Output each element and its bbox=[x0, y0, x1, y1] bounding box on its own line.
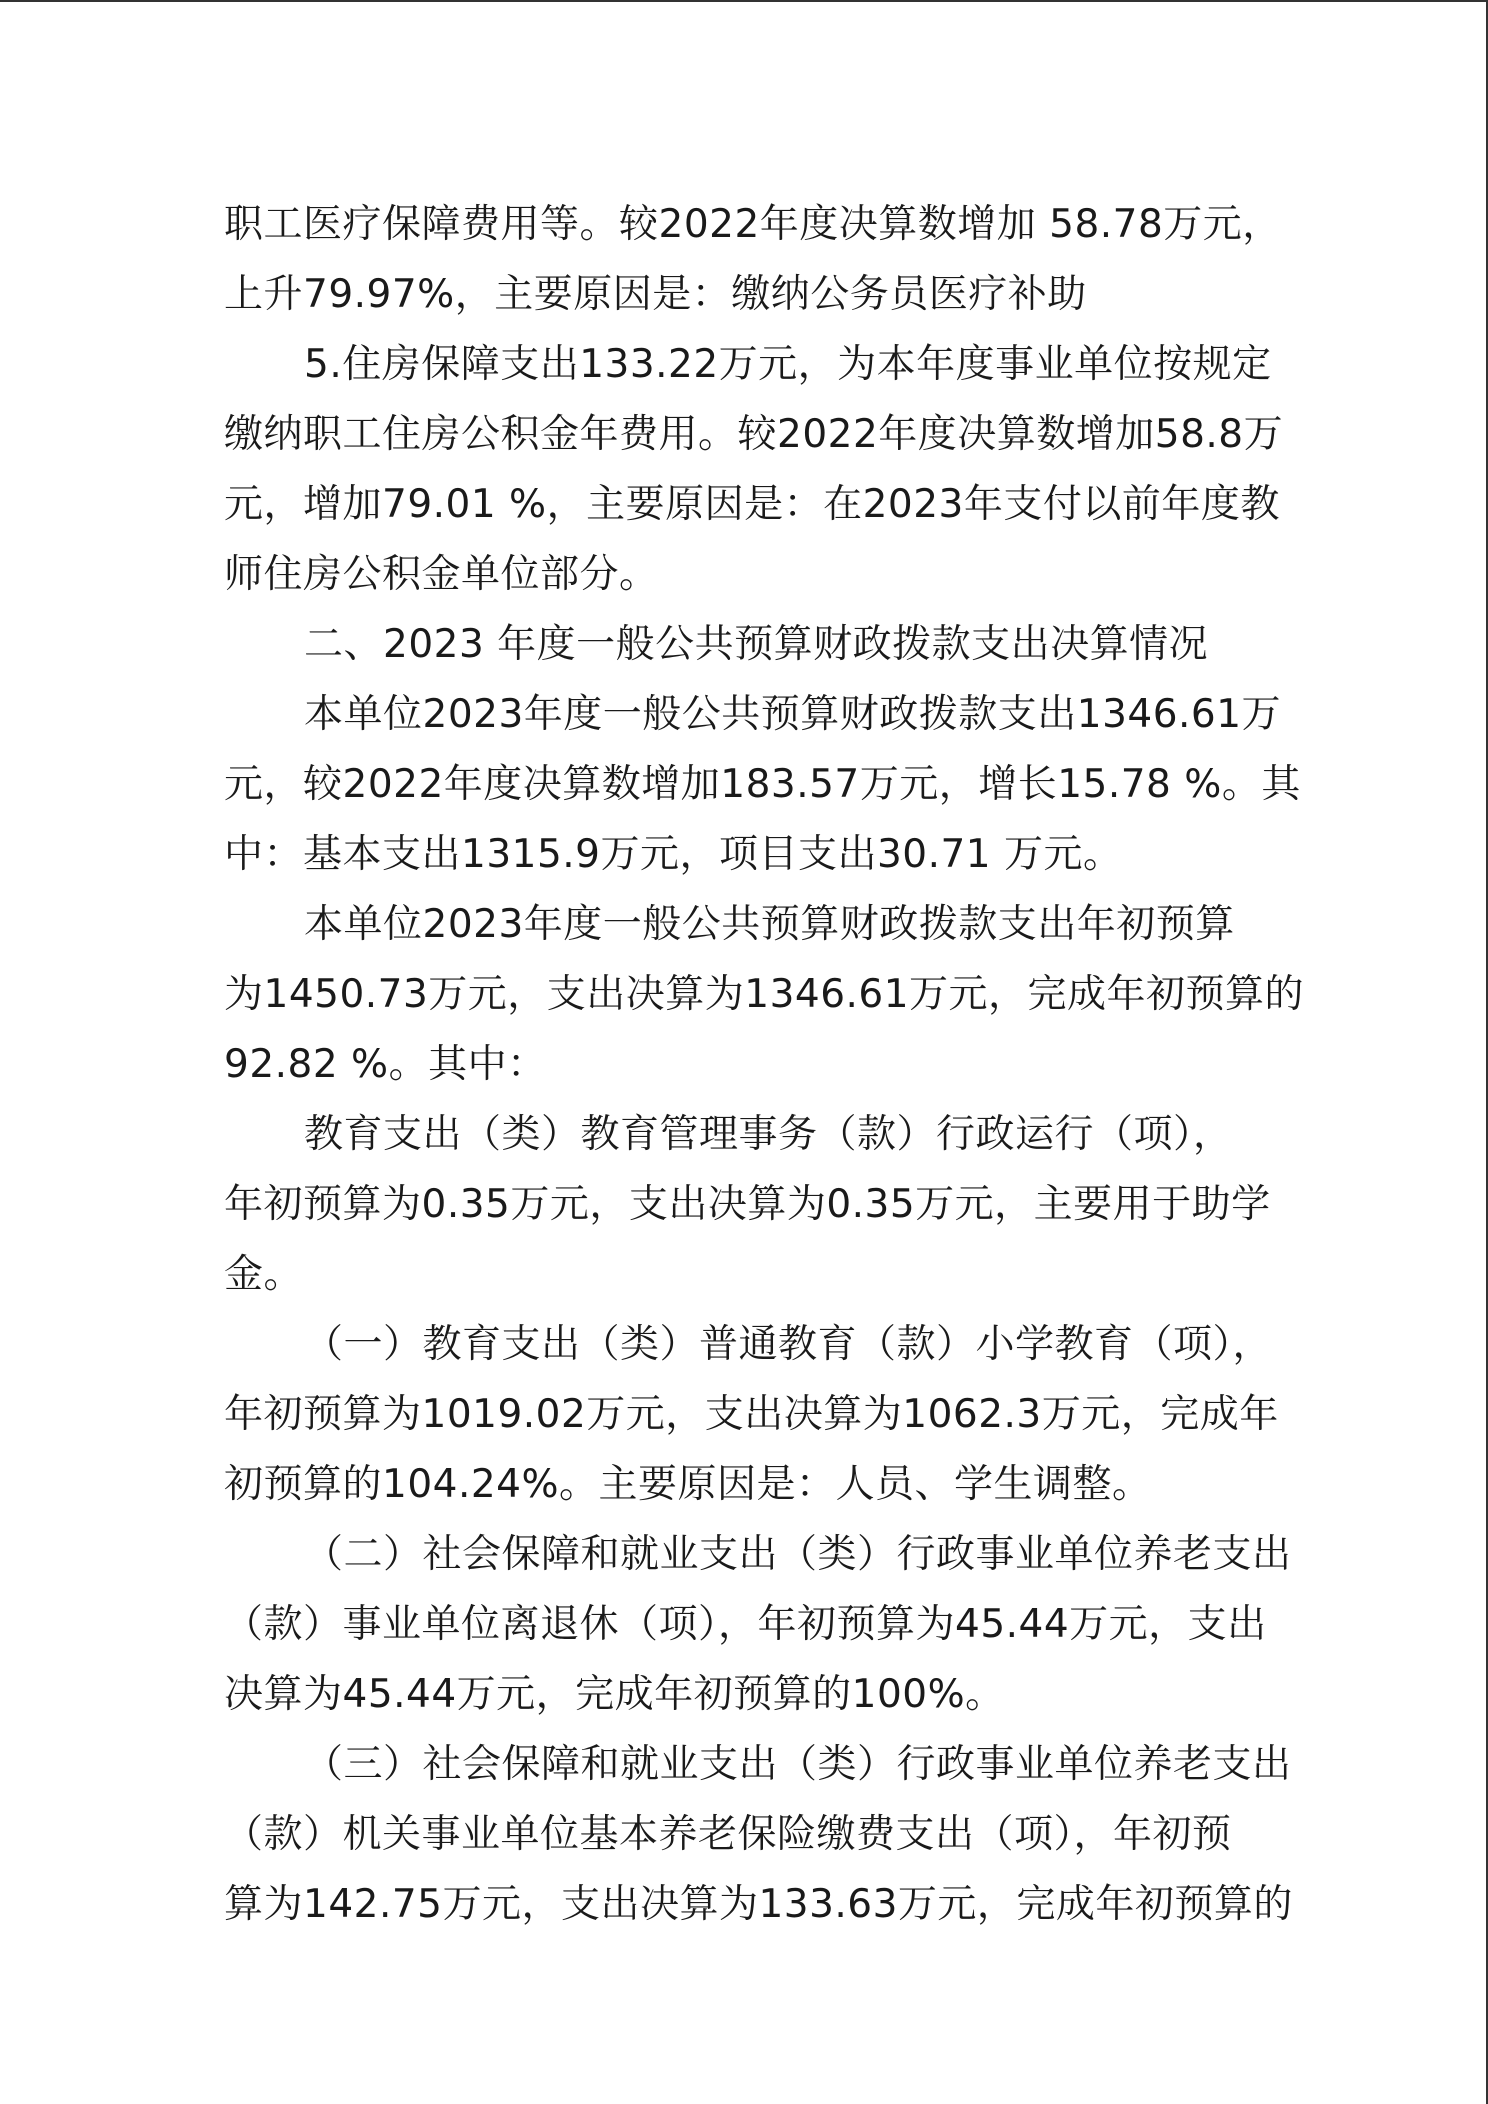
text-line: （三）社会保障和就业支出（类）行政事业单位养老支出 bbox=[304, 1742, 1292, 1787]
text-line: 缴纳职工住房公积金年费用。较2022年度决算数增加58.8万 bbox=[224, 412, 1284, 457]
text-line: 元，增加79.01 %，主要原因是：在2023年支付以前年度教 bbox=[224, 482, 1280, 527]
text-line: 教育支出（类）教育管理事务（款）行政运行（项）， bbox=[304, 1112, 1233, 1157]
text-line: 5.住房保障支出133.22万元，为本年度事业单位按规定 bbox=[304, 342, 1272, 387]
text-line: 年初预算为0.35万元，支出决算为0.35万元，主要用于助学 bbox=[224, 1182, 1271, 1227]
text-line: 本单位2023年度一般公共预算财政拨款支出1346.61万 bbox=[304, 692, 1282, 737]
text-line: 初预算的104.24%。主要原因是：人员、学生调整。 bbox=[224, 1462, 1152, 1507]
document-body bbox=[224, 190, 1305, 1940]
page-border-top bbox=[0, 0, 1488, 2]
text-line: 决算为45.44万元，完成年初预算的100%。 bbox=[224, 1672, 1005, 1717]
text-line: 上升79.97%，主要原因是：缴纳公务员医疗补助 bbox=[224, 272, 1087, 317]
text-line: 师住房公积金单位部分。 bbox=[224, 552, 659, 597]
text-line: 中：基本支出1315.9万元，项目支出30.71 万元。 bbox=[224, 832, 1123, 877]
text-line: （一）教育支出（类）普通教育（款）小学教育（项）， bbox=[304, 1322, 1273, 1367]
text-line: 算为142.75万元，支出决算为133.63万元，完成年初预算的 bbox=[224, 1882, 1293, 1927]
text-line: 92.82 %。其中： bbox=[224, 1042, 547, 1087]
text-line: （款）事业单位离退休（项），年初预算为45.44万元，支出 bbox=[224, 1602, 1267, 1647]
text-line: 本单位2023年度一般公共预算财政拨款支出年初预算 bbox=[304, 902, 1235, 947]
text-line: 为1450.73万元，支出决算为1346.61万元，完成年初预算的 bbox=[224, 972, 1305, 1017]
text-line: 年初预算为1019.02万元，支出决算为1062.3万元，完成年 bbox=[224, 1392, 1279, 1437]
text-line: 元，较2022年度决算数增加183.57万元，增长15.78 %。其 bbox=[224, 762, 1301, 807]
text-line: 职工医疗保障费用等。较2022年度决算数增加 58.78万元， bbox=[224, 202, 1282, 247]
text-line: （二）社会保障和就业支出（类）行政事业单位养老支出 bbox=[304, 1532, 1292, 1577]
text-line: （款）机关事业单位基本养老保险缴费支出（项），年初预 bbox=[224, 1812, 1232, 1857]
text-line: 金。 bbox=[224, 1252, 304, 1297]
section-heading: 二、2023 年度一般公共预算财政拨款支出决算情况 bbox=[304, 622, 1209, 667]
